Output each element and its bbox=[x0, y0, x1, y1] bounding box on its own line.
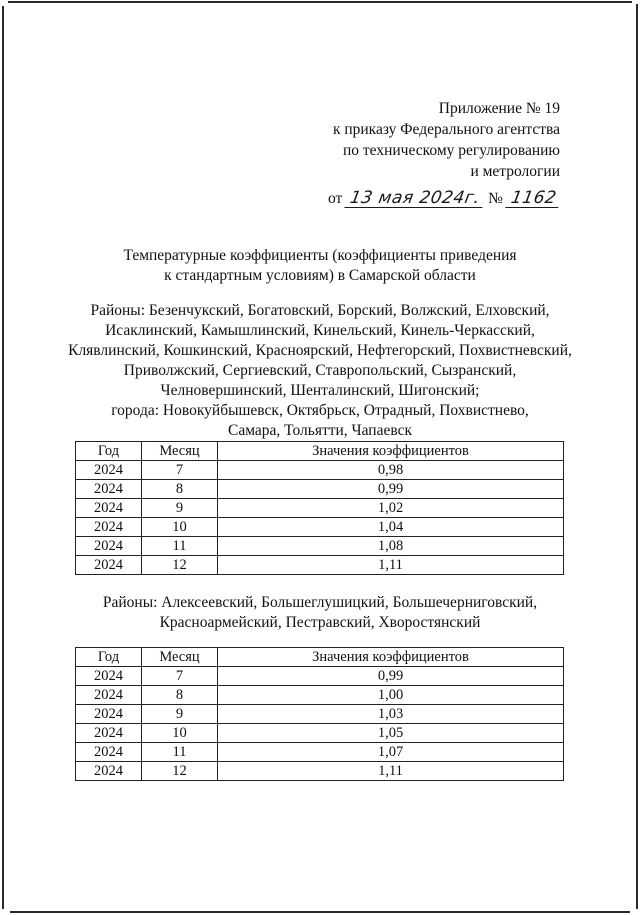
table-row bbox=[76, 518, 564, 537]
number-label: № bbox=[488, 190, 503, 207]
appendix-line-2: к приказу Федерального агентства bbox=[332, 121, 560, 138]
table-row bbox=[76, 461, 564, 480]
table-row bbox=[76, 480, 564, 499]
cell-coefficient: 1,03 bbox=[218, 705, 564, 724]
cell-coefficient: 1,02 bbox=[218, 499, 564, 518]
cell-month: 12 bbox=[142, 762, 218, 781]
regions-line: Исаклинский, Камышлинский, Кинельский, Кинель-Черкасский, bbox=[105, 322, 535, 339]
cell-month: 11 bbox=[142, 743, 218, 762]
cell-coefficient: 1,00 bbox=[218, 686, 564, 705]
regions-line: Приволжский, Сергиевский, Ставропольский, Сызранский, bbox=[123, 362, 517, 379]
cell-year: 2024 bbox=[76, 743, 142, 762]
regions-line: Самара, Тольятти, Чапаевск bbox=[228, 422, 412, 439]
cell-month: 8 bbox=[142, 480, 218, 499]
table-row bbox=[76, 556, 564, 575]
appendix-line-1: Приложение № 19 bbox=[438, 100, 560, 117]
appendix-line-3: по техническому регулированию bbox=[342, 142, 560, 159]
cell-year: 2024 bbox=[76, 762, 142, 781]
cell-coefficient: 1,11 bbox=[218, 556, 564, 575]
scan-edge-right bbox=[636, 4, 638, 909]
table-row bbox=[76, 686, 564, 705]
table-row bbox=[76, 499, 564, 518]
title-line-1: Температурные коэффициенты (коэффициенты приведения bbox=[123, 247, 517, 264]
cell-year: 2024 bbox=[76, 667, 142, 686]
regions-line: Клявлинский, Кошкинский, Красноярский, Нефтегорский, Похвистневский, bbox=[68, 342, 572, 359]
cell-year: 2024 bbox=[76, 480, 142, 499]
header-coefficient: Значения коэффициентов bbox=[218, 648, 564, 667]
section-1-regions bbox=[40, 301, 600, 441]
table-row bbox=[76, 537, 564, 556]
cell-month: 10 bbox=[142, 724, 218, 743]
regions-line: Красноармейский, Пестравский, Хворостянский bbox=[159, 614, 481, 631]
scan-edge-left bbox=[2, 6, 4, 909]
scan-edge-top bbox=[8, 1, 632, 3]
scan-edge-bottom bbox=[10, 911, 630, 913]
cell-year: 2024 bbox=[76, 724, 142, 743]
regions-line: города: Новокуйбышевск, Октябрьск, Отрадный, Похвистнево, bbox=[111, 402, 529, 419]
section-2-regions bbox=[40, 593, 600, 633]
table-row bbox=[76, 762, 564, 781]
order-date-number-line bbox=[328, 188, 560, 209]
document-title bbox=[0, 246, 640, 286]
table-header-row bbox=[76, 648, 564, 667]
table-row bbox=[76, 743, 564, 762]
cell-month: 9 bbox=[142, 499, 218, 518]
cell-year: 2024 bbox=[76, 556, 142, 575]
header-year: Год bbox=[76, 648, 142, 667]
appendix-header bbox=[328, 98, 560, 209]
cell-year: 2024 bbox=[76, 537, 142, 556]
regions-line: Районы: Безенчукский, Богатовский, Борский, Волжский, Елховский, bbox=[90, 302, 550, 319]
cell-year: 2024 bbox=[76, 518, 142, 537]
table-header-row bbox=[76, 442, 564, 461]
table-row bbox=[76, 667, 564, 686]
cell-month: 9 bbox=[142, 705, 218, 724]
cell-year: 2024 bbox=[76, 705, 142, 724]
cell-coefficient: 1,11 bbox=[218, 762, 564, 781]
cell-month: 12 bbox=[142, 556, 218, 575]
header-month: Месяц bbox=[142, 648, 218, 667]
table-row bbox=[76, 724, 564, 743]
handwritten-date: 13 мая 2024г. bbox=[344, 189, 485, 208]
from-label: от bbox=[327, 190, 343, 207]
header-coefficient: Значения коэффициентов bbox=[218, 442, 564, 461]
header-month: Месяц bbox=[142, 442, 218, 461]
handwritten-number: 1162 bbox=[505, 189, 562, 208]
cell-coefficient: 1,07 bbox=[218, 743, 564, 762]
cell-month: 10 bbox=[142, 518, 218, 537]
cell-coefficient: 0,99 bbox=[218, 480, 564, 499]
cell-coefficient: 1,08 bbox=[218, 537, 564, 556]
regions-line: Районы: Алексеевский, Большеглушицкий, Большечерниговский, bbox=[102, 594, 538, 611]
cell-month: 11 bbox=[142, 537, 218, 556]
appendix-line-4: и метрологии bbox=[470, 163, 560, 180]
cell-coefficient: 0,98 bbox=[218, 461, 564, 480]
cell-coefficient: 0,99 bbox=[218, 667, 564, 686]
cell-coefficient: 1,04 bbox=[218, 518, 564, 537]
table-row bbox=[76, 705, 564, 724]
coefficients-table-2 bbox=[75, 647, 564, 781]
cell-coefficient: 1,05 bbox=[218, 724, 564, 743]
title-line-2: к стандартным условиям) в Самарской области bbox=[164, 267, 476, 284]
cell-month: 7 bbox=[142, 461, 218, 480]
header-year: Год bbox=[76, 442, 142, 461]
regions-line: Челновершинский, Шенталинский, Шигонский; bbox=[160, 382, 480, 399]
cell-month: 8 bbox=[142, 686, 218, 705]
cell-year: 2024 bbox=[76, 461, 142, 480]
cell-year: 2024 bbox=[76, 686, 142, 705]
coefficients-table-1 bbox=[75, 441, 564, 575]
cell-month: 7 bbox=[142, 667, 218, 686]
cell-year: 2024 bbox=[76, 499, 142, 518]
